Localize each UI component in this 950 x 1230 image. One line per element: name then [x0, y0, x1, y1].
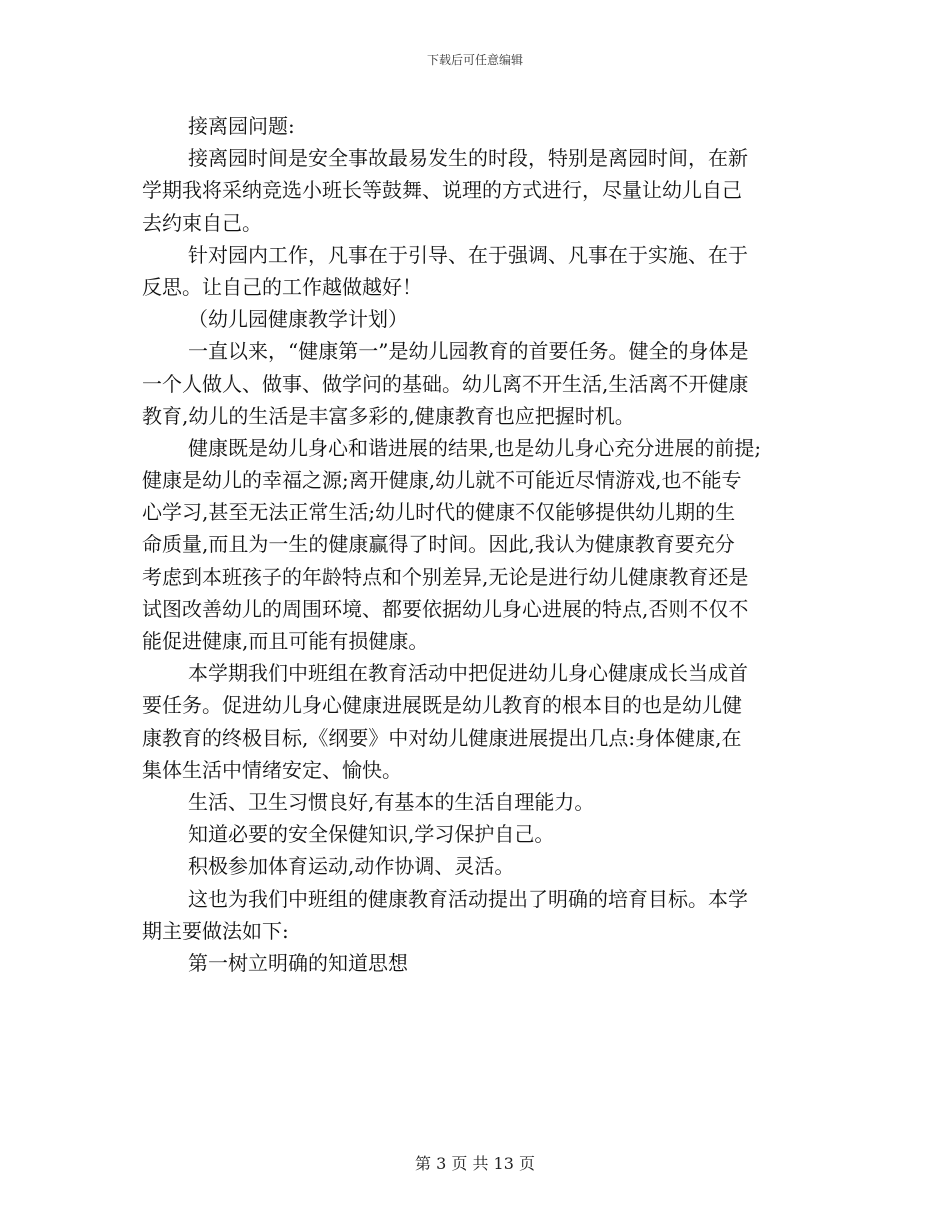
text-line: 教育,幼儿的生活是丰富多彩的,健康教育也应把握时机。 — [142, 403, 635, 428]
text-line: 期主要做法如下: — [142, 918, 289, 943]
text-line: 一直以来，“健康第一”是幼儿园教育的首要任务。健全的身体是 — [188, 339, 749, 364]
text-line: 本学期我们中班组在教育活动中把促进幼儿身心健康成长当成首 — [188, 661, 748, 686]
text-line: 康教育的终极目标,《纲要》中对幼儿健康进展提出几点:身体健康,在 — [142, 725, 742, 750]
page-footer: 第 3 页 共 13 页 — [415, 1154, 535, 1173]
text-line: 这也为我们中班组的健康教育活动提出了明确的培育目标。本学 — [188, 886, 748, 911]
text-line: 接离园时间是安全事故最易发生的时段，特别是离园时间，在新 — [188, 146, 748, 171]
text-line: 考虑到本班孩子的年龄特点和个别差异,无论是进行幼儿健康教育还是 — [142, 564, 749, 589]
text-line: 心学习,甚至无法正常生活;幼儿时代的健康不仅能够提供幼儿期的生 — [142, 500, 736, 525]
text-line: 集体生活中情绪安定、愉快。 — [142, 757, 402, 782]
text-line: 积极参加体育运动,动作协调、灵活。 — [188, 854, 515, 879]
page-header: 下载后可任意编辑 — [426, 53, 523, 67]
text-line: 健康是幼儿的幸福之源;离开健康,幼儿就不可能近尽情游戏,也不能专 — [142, 468, 742, 493]
text-line: 健康既是幼儿身心和谐进展的结果,也是幼儿身心充分进展的前提; — [188, 435, 762, 460]
text-line: （幼儿园健康教学计划） — [188, 307, 408, 332]
text-line: 要任务。促进幼儿身心健康进展既是幼儿教育的根本目的也是幼儿健 — [142, 693, 742, 718]
text-line: 试图改善幼儿的周围环境、都要依据幼儿身心进展的特点,否则不仅不 — [142, 596, 749, 621]
text-line: 生活、卫生习惯良好,有基本的生活自理能力。 — [188, 789, 595, 814]
text-line: 去约束自己。 — [142, 210, 262, 235]
text-line: 能促进健康,而且可能有损健康。 — [142, 629, 429, 653]
text-line: 第一树立明确的知道思想 — [188, 950, 408, 975]
text-line: 知道必要的安全保健知识,学习保护自己。 — [188, 822, 555, 847]
text-line: 针对园内工作，凡事在于引导、在于强调、凡事在于实施、在于 — [188, 242, 748, 267]
text-line: 一个人做人、做事、做学问的基础。幼儿离不开生活,生活离不开健康 — [142, 371, 749, 396]
text-line: 命质量,而且为一生的健康赢得了时间。因此,我认为健康教育要充分 — [142, 532, 735, 557]
document-body — [142, 110, 812, 979]
text-line: 接离园问题: — [188, 114, 295, 138]
text-line: 学期我将采纳竞选小班长等鼓舞、说理的方式进行，尽量让幼儿自己 — [142, 178, 742, 203]
text-line: 反思。让自己的工作越做越好！ — [142, 274, 422, 299]
